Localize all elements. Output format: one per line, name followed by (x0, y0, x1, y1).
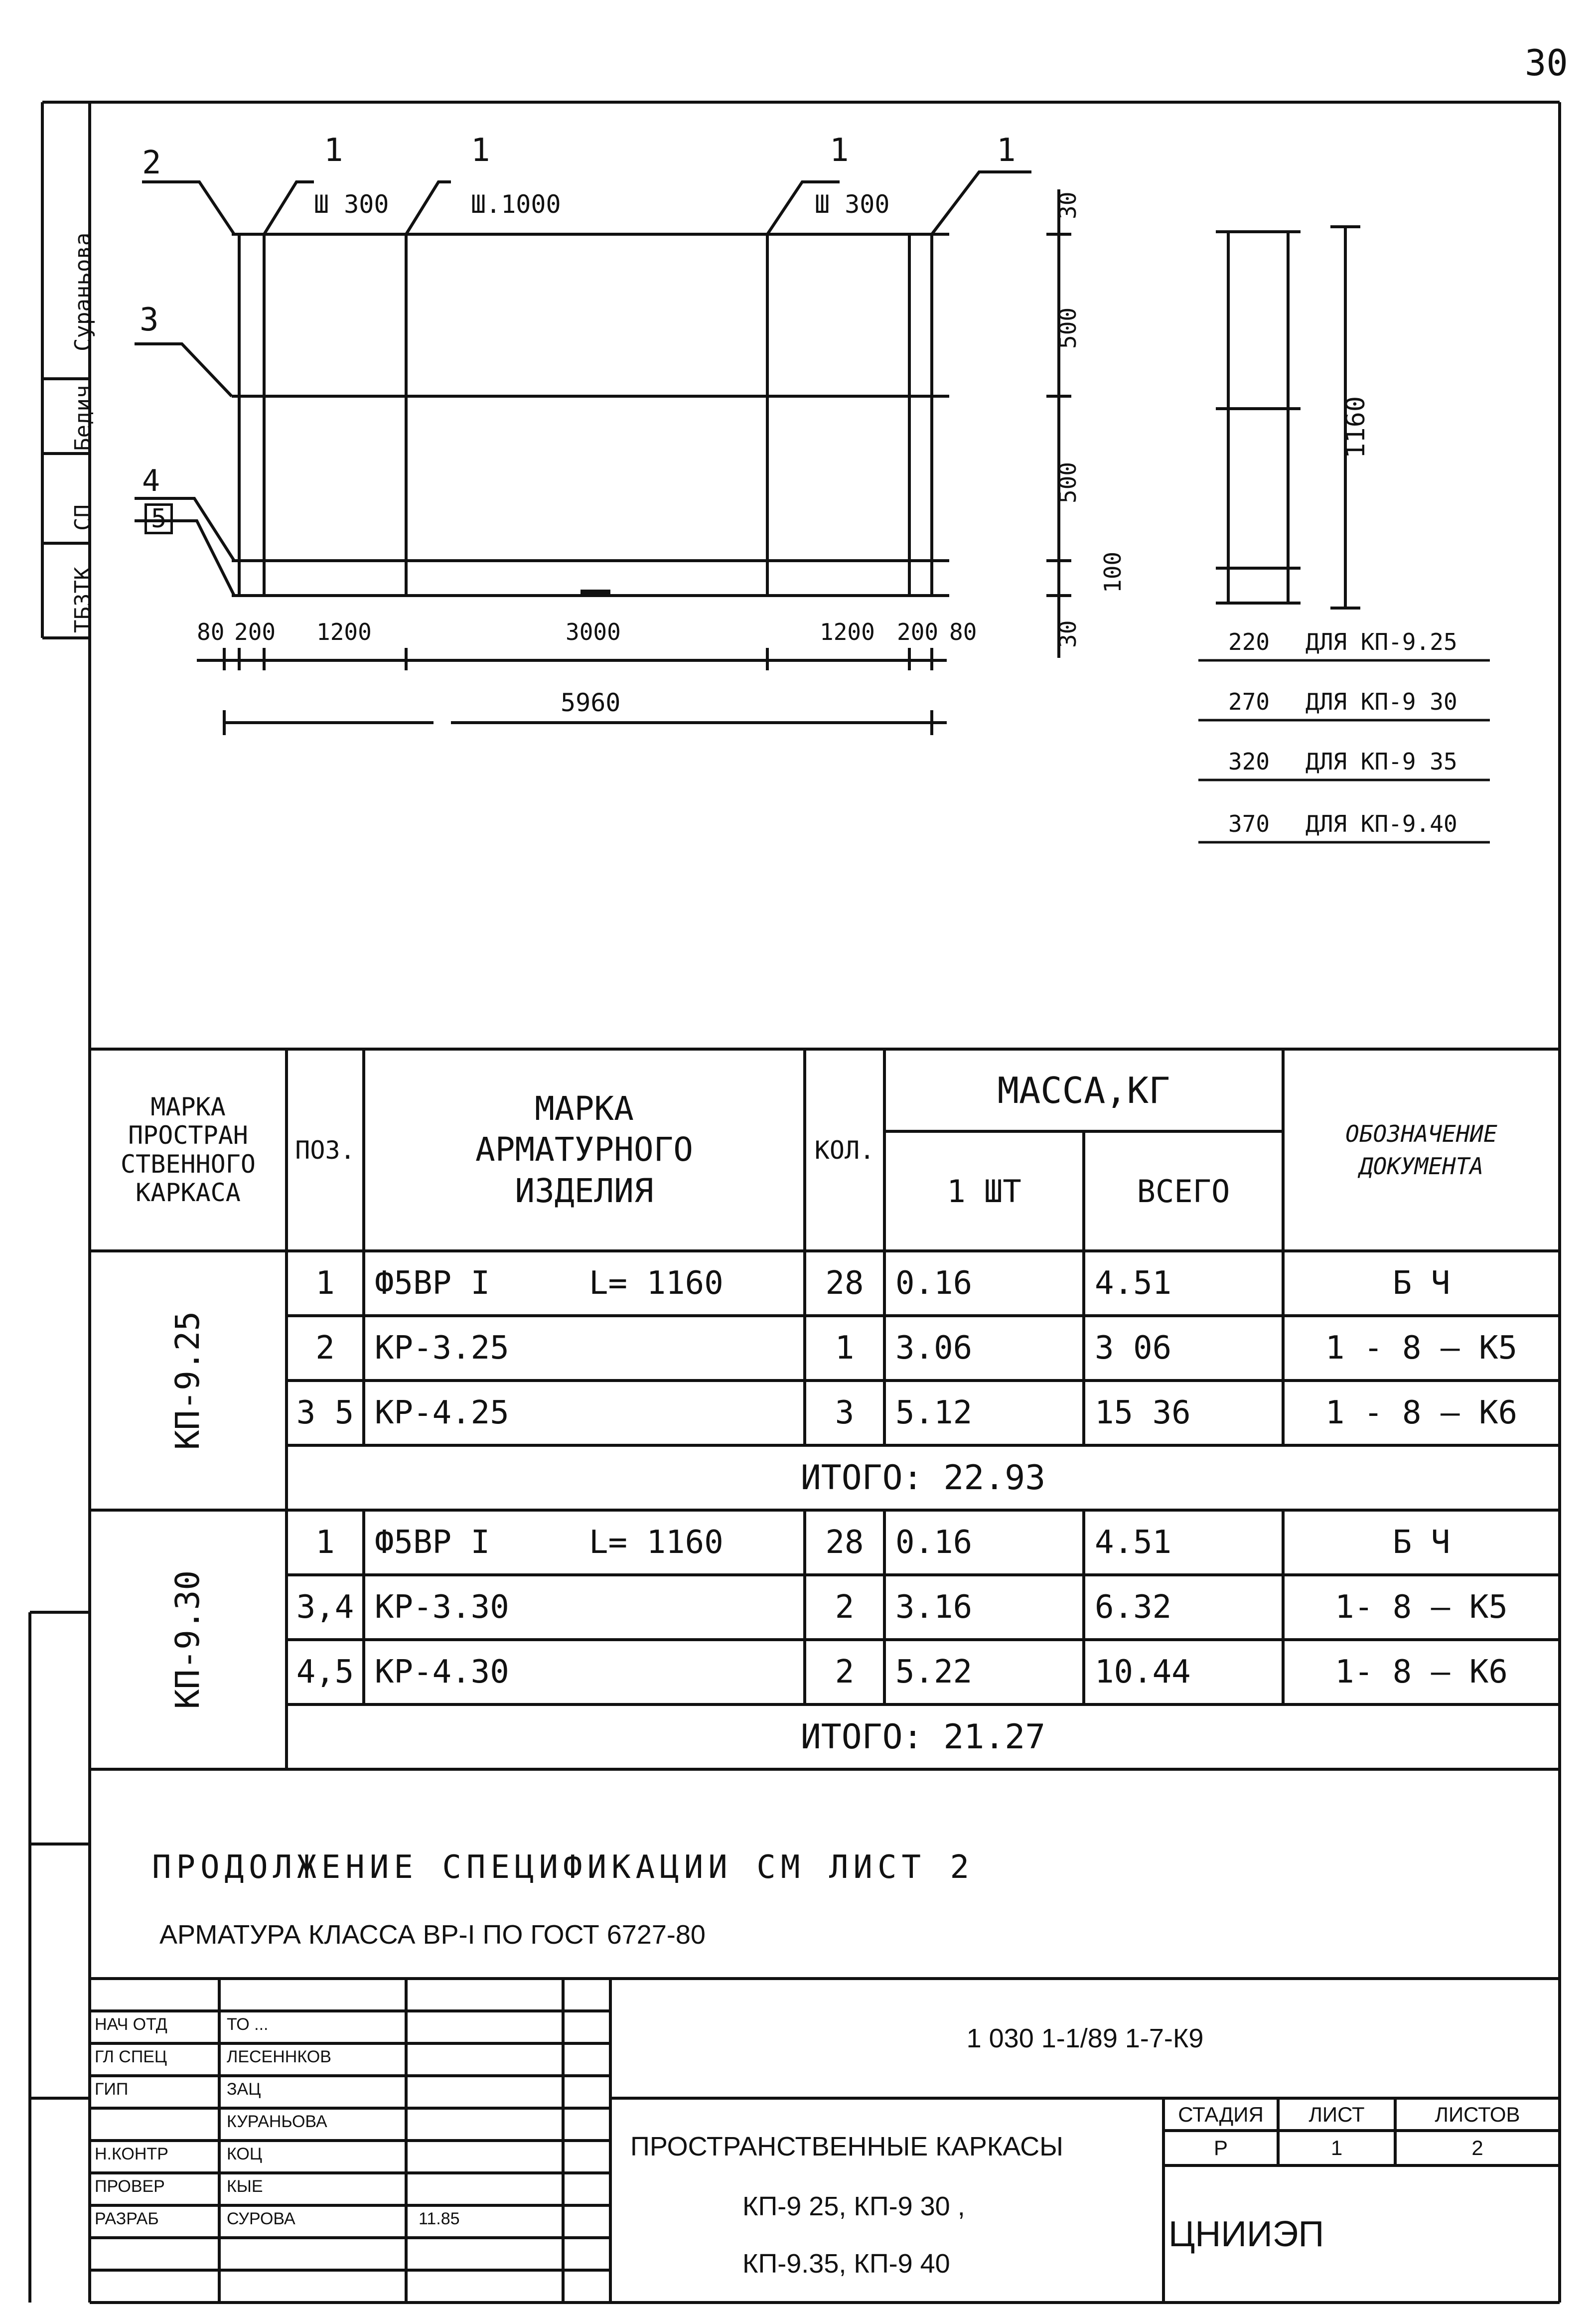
table-row (287, 1316, 1560, 1381)
dimension-text: 200 (234, 618, 276, 645)
position-label: 1 (471, 132, 490, 169)
row-qty: 28 (825, 1524, 864, 1561)
row-doc: 1- 8 — К6 (1335, 1654, 1508, 1691)
dimension-text: 500 (1054, 307, 1081, 349)
row-pos: 3 5 (296, 1394, 354, 1431)
row-mark: Ф5ВР I (375, 1265, 490, 1302)
signature-role: ГЛ СПЕЦ (95, 2047, 167, 2066)
signature-name: КУРАНЬОВА (227, 2112, 327, 2131)
table-row (287, 1510, 1560, 1575)
row-qty: 2 (835, 1654, 855, 1691)
signature-table (90, 2011, 563, 2303)
row-mark: КР-4.30 (375, 1654, 509, 1691)
signature-name: ТО ... (227, 2015, 269, 2034)
spacing-note: Ш 300 (314, 190, 389, 219)
stage-header: СТАДИЯ (1178, 2102, 1264, 2126)
dimension-text: 3000 (566, 618, 621, 645)
stage-value: Р (1213, 2136, 1228, 2159)
table-row (287, 1251, 1560, 1316)
row-qty: 1 (835, 1330, 855, 1367)
row-mass-one: 5.22 (895, 1654, 973, 1691)
dimension-text: 1200 (316, 618, 372, 645)
row-qty: 3 (835, 1394, 855, 1431)
dimension-text: 80 (197, 618, 225, 645)
side-stamp-text-3: Бедич (70, 385, 96, 451)
dimension-text: 200 (897, 618, 939, 645)
variant-label: ДЛЯ КП-9 35 (1306, 748, 1457, 775)
signature-role: ПРОВЕР (95, 2177, 165, 2196)
dimension-text: 500 (1054, 462, 1081, 503)
group-total: ИТОГО: 22.93 (800, 1458, 1046, 1498)
frame-mark (90, 1251, 287, 1510)
signature-name: СУРОВА (227, 2209, 295, 2228)
page-number: 30 (1525, 42, 1568, 84)
row-pos: 1 (315, 1265, 335, 1302)
row-mark: КР-4.25 (375, 1394, 509, 1431)
row-mass-one: 3.06 (895, 1330, 973, 1367)
signature-name: ЗАЦ (227, 2080, 261, 2099)
row-length: L= 1160 (589, 1265, 724, 1302)
spacing-note: Ш.1000 (471, 190, 561, 219)
signature-role: НАЧ ОТД (95, 2015, 167, 2034)
organization: ЦНИИЭП (1168, 2214, 1324, 2254)
row-mass-total: 15 36 (1095, 1394, 1191, 1431)
row-mass-total: 10.44 (1095, 1654, 1191, 1691)
row-length: L= 1160 (589, 1524, 724, 1561)
row-qty: 2 (835, 1589, 855, 1626)
row-doc: Б Ч (1392, 1524, 1451, 1561)
row-mass-one: 0.16 (895, 1265, 973, 1302)
note-rebar-class: АРМАТУРА КЛАССА ВР-I ПО ГОСТ 6727-80 (159, 1920, 706, 1950)
row-doc: 1 - 8 — К6 (1325, 1394, 1518, 1431)
side-stamp-text-1: ТБЗТК (70, 567, 96, 633)
row-mass-one: 0.16 (895, 1524, 973, 1561)
spacing-note: Ш 300 (815, 190, 890, 219)
group-total: ИТОГО: 21.27 (800, 1717, 1046, 1757)
document-code: 1 030 1-1/89 1-7-К9 (966, 2023, 1204, 2053)
header-qty: КОЛ. (814, 1135, 875, 1165)
row-mass-one: 5.12 (895, 1394, 973, 1431)
table-row (287, 1640, 1560, 1704)
frame-mark-text: КП-9.30 (168, 1570, 207, 1709)
position-label: 1 (830, 132, 849, 169)
row-pos: 3,4 (296, 1589, 354, 1626)
header-mass-one: 1 ШТ (947, 1173, 1021, 1210)
frame-mark-text: КП-9.25 (168, 1311, 207, 1450)
row-pos: 2 (315, 1330, 335, 1367)
header-doc: ОБОЗНАЧЕНИЕ ДОКУМЕНТА (1345, 1120, 1497, 1180)
signature-role: РАЗРАБ (95, 2209, 159, 2228)
row-mass-total: 4.51 (1095, 1524, 1172, 1561)
signature-name: ЛЕСЕННКОВ (227, 2047, 331, 2066)
signature-role: ГИП (95, 2080, 129, 2099)
row-qty: 28 (825, 1265, 864, 1302)
sheet-value: 1 (1330, 2136, 1343, 2159)
row-doc: 1- 8 — К5 (1335, 1589, 1508, 1626)
variant-dim: 270 (1228, 688, 1270, 715)
side-stamp-text-4: Сураньова (70, 232, 96, 351)
variant-dim: 220 (1228, 628, 1270, 655)
dimension-text: 30 (1054, 620, 1081, 648)
frame-mark (90, 1510, 287, 1769)
row-mass-one: 3.16 (895, 1589, 973, 1626)
header-frame-mark: МАРКА ПРОСТРАН СТВЕННОГО КАРКАСА (121, 1092, 256, 1207)
row-pos: 4,5 (296, 1654, 354, 1691)
row-mark: КР-3.25 (375, 1330, 509, 1367)
signature-role: Н.КОНТР (95, 2145, 168, 2163)
variant-dim: 320 (1228, 748, 1270, 775)
overall-length: 5960 (561, 688, 621, 717)
table-row (287, 1381, 1560, 1445)
row-mark: Ф5ВР I (375, 1524, 490, 1561)
header-product-mark: МАРКА АРМАТУРНОГО ИЗДЕЛИЯ (475, 1089, 694, 1210)
header-pos: ПОЗ. (295, 1135, 355, 1165)
header-mass: МАССА,КГ (997, 1069, 1170, 1111)
sheet-title-line: ПРОСТРАНСТВЕННЫЕ КАРКАСЫ (630, 2132, 1063, 2161)
row-mass-total: 3 06 (1095, 1330, 1172, 1367)
row-doc: Б Ч (1392, 1265, 1451, 1302)
row-mass-total: 6.32 (1095, 1589, 1172, 1626)
variant-dim: 370 (1228, 810, 1270, 837)
variant-label: ДЛЯ КП-9 30 (1306, 688, 1457, 715)
sheets-header: ЛИСТОВ (1435, 2102, 1520, 2126)
header-mass-total: ВСЕГО (1137, 1173, 1230, 1210)
table-row (287, 1575, 1560, 1640)
position-label: 1 (324, 132, 343, 169)
position-label: 1 (997, 132, 1016, 169)
position-label: 2 (142, 145, 161, 181)
side-stamp (42, 102, 96, 638)
row-length (578, 1316, 816, 1381)
side-stamp-text-2: СП (70, 504, 96, 531)
dimension-text: 1200 (820, 618, 875, 645)
row-length (578, 1575, 816, 1640)
note-continuation: ПРОДОЛЖЕНИЕ СПЕЦИФИКАЦИИ СМ ЛИСТ 2 (152, 1849, 975, 1886)
signature-name: КОЦ (227, 2145, 263, 2163)
dimension-text: 100 (1099, 551, 1126, 593)
sheet-header: ЛИСТ (1308, 2102, 1365, 2126)
row-length (578, 1381, 816, 1445)
sheet-title-line: КП-9 25, КП-9 30 , (742, 2191, 965, 2221)
position-label: 4 (142, 463, 160, 498)
row-mass-total: 4.51 (1095, 1265, 1172, 1302)
dimension-text: 30 (1054, 191, 1081, 219)
sheet-title (610, 2098, 1163, 2303)
dimension-text: 80 (949, 618, 977, 645)
row-mark: КР-3.30 (375, 1589, 509, 1626)
sheets-value: 2 (1471, 2136, 1483, 2159)
row-length (578, 1640, 816, 1704)
variant-label: ДЛЯ КП-9.40 (1306, 810, 1457, 837)
position-label: 5 (145, 503, 173, 534)
signature-date: 11.85 (419, 2209, 460, 2228)
row-doc: 1 - 8 — К5 (1325, 1330, 1518, 1367)
signature-name: КЫЕ (227, 2177, 263, 2196)
variant-label: ДЛЯ КП-9.25 (1306, 628, 1457, 655)
section-height: 1160 (1341, 396, 1371, 459)
sheet-title-line: КП-9.35, КП-9 40 (742, 2249, 950, 2279)
row-pos: 1 (315, 1524, 335, 1561)
position-label: 3 (140, 302, 159, 338)
